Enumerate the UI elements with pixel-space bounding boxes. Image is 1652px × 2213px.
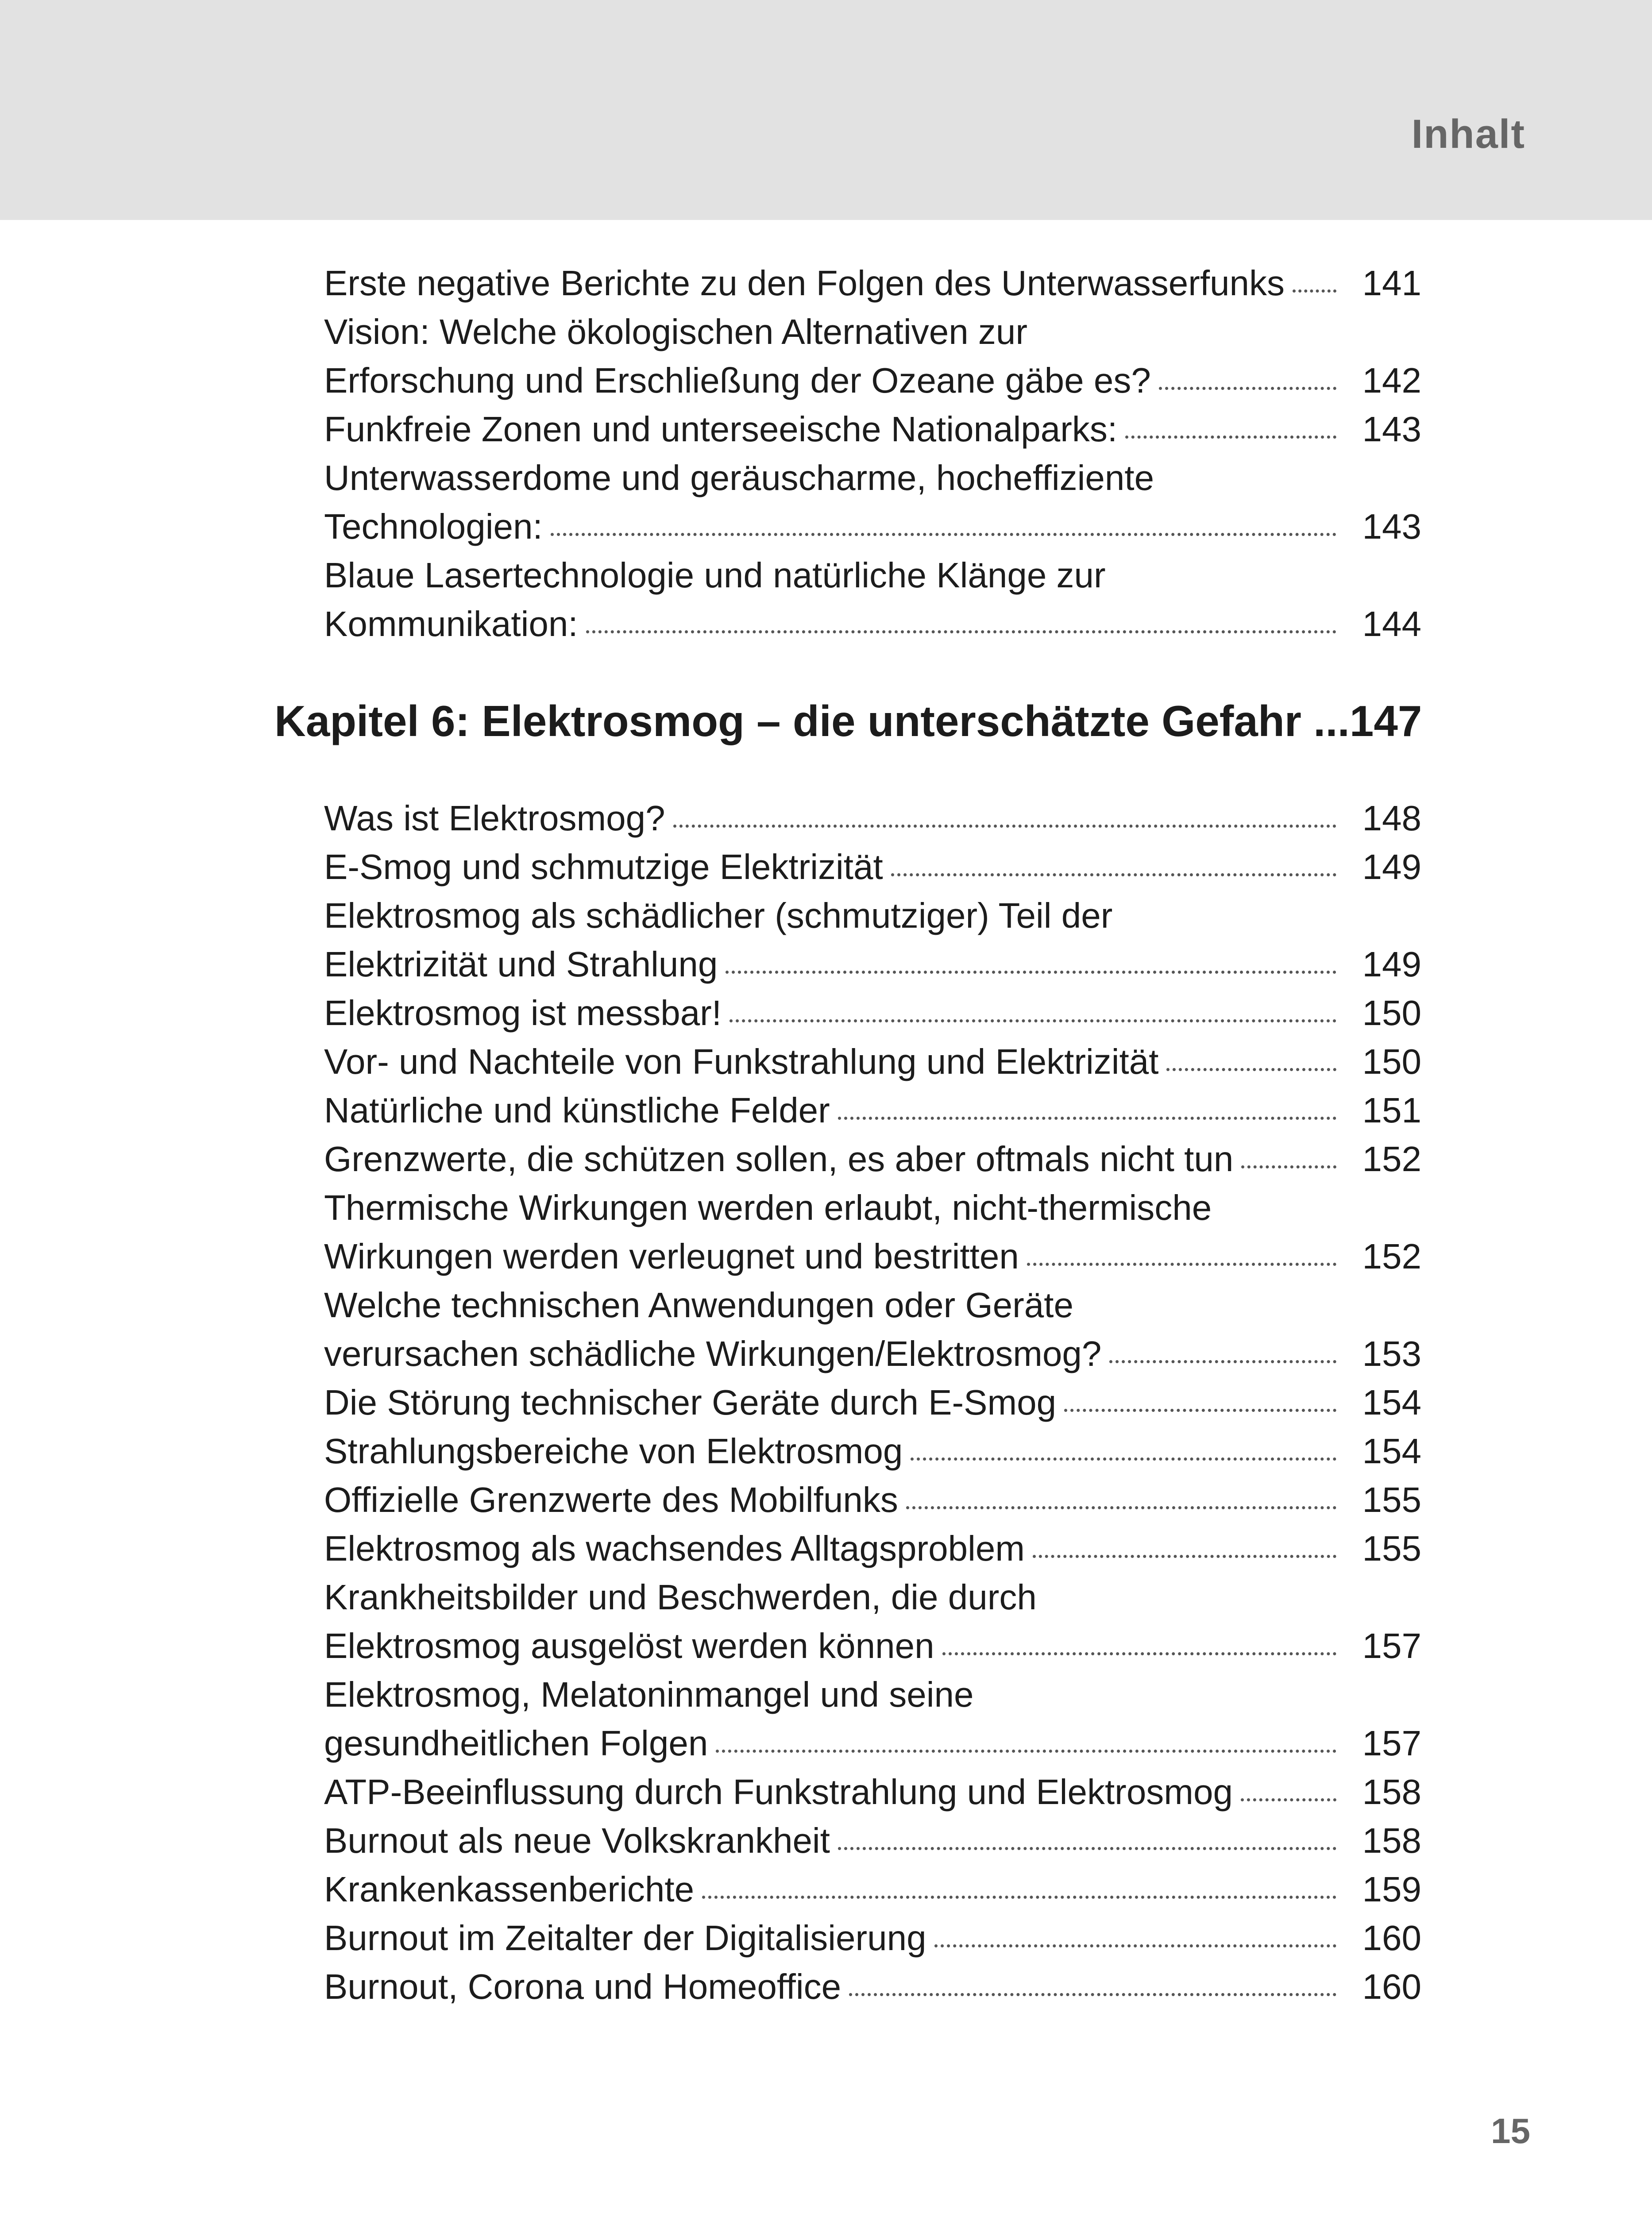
- toc-entry[interactable]: [324, 1281, 1421, 1378]
- toc-entry-line: [324, 1962, 1421, 2011]
- toc-entry[interactable]: [324, 1135, 1421, 1184]
- toc-entry-title: Wirkungen werden verleugnet und bestritten: [324, 1237, 1019, 1276]
- toc-entry-line: [324, 1330, 1421, 1378]
- dot-leader: [838, 1847, 1336, 1850]
- toc-entry-title: Burnout im Zeitalter der Digitalisierung: [324, 1918, 926, 1958]
- toc-entry-title: gesundheitlichen Folgen: [324, 1723, 708, 1763]
- toc-entry-line: [324, 454, 1421, 502]
- toc-entry-title: Unterwasserdome und geräuscharme, hocheffiziente: [324, 458, 1154, 497]
- toc-entry-line: [324, 405, 1421, 454]
- dot-leader: [1064, 1409, 1336, 1412]
- toc-entry-line: [324, 1427, 1421, 1476]
- toc-entry[interactable]: [324, 891, 1421, 989]
- toc-entry-title: Technologien:: [324, 507, 543, 546]
- toc-entry-page: 152: [1362, 1139, 1421, 1179]
- dot-leader: [934, 1944, 1336, 1947]
- toc-entry-page: 142: [1362, 361, 1421, 400]
- dot-leader: [1109, 1360, 1336, 1363]
- toc-entry-page: 143: [1362, 507, 1421, 546]
- toc-entry-line: [324, 1914, 1421, 1962]
- section-title: Inhalt: [1411, 112, 1525, 157]
- toc-entry-title: Strahlungsbereiche von Elektrosmog: [324, 1431, 903, 1471]
- toc-entry-title: Was ist Elektrosmog?: [324, 798, 665, 838]
- toc-entry[interactable]: [324, 1476, 1421, 1524]
- toc-entry-page: 155: [1362, 1529, 1421, 1568]
- toc-entry-page: 160: [1362, 1918, 1421, 1958]
- toc-entry[interactable]: [324, 551, 1421, 648]
- toc-entry[interactable]: [324, 843, 1421, 891]
- toc-entry[interactable]: [324, 1816, 1421, 1865]
- dot-leader: [586, 630, 1336, 633]
- toc-entry-title: Elektrosmog als schädlicher (schmutziger) Teil der: [324, 896, 1113, 935]
- toc-entry-line: [324, 794, 1421, 843]
- dot-leader: [1241, 1165, 1336, 1168]
- dot-leader: [1166, 1068, 1336, 1071]
- toc-entry[interactable]: [324, 1768, 1421, 1816]
- toc-entry[interactable]: [324, 1670, 1421, 1768]
- toc-entry-line: [324, 843, 1421, 891]
- dot-leader: [730, 1019, 1336, 1022]
- toc-entry-title: Krankheitsbilder und Beschwerden, die durch: [324, 1577, 1037, 1617]
- toc-entry[interactable]: [324, 1524, 1421, 1573]
- toc-entry-title: Funkfreie Zonen und unterseeische Nationalparks:: [324, 409, 1118, 449]
- dot-leader: [702, 1896, 1336, 1899]
- toc-list-after: [324, 794, 1421, 2011]
- toc-entry[interactable]: [324, 1184, 1421, 1281]
- toc-entry-title: Grenzwerte, die schützen sollen, es aber oftmals nicht tun: [324, 1139, 1234, 1179]
- toc-entry-title: Elektrosmog ausgelöst werden können: [324, 1626, 934, 1666]
- toc-entry-line: [324, 1184, 1421, 1232]
- dot-leader: [891, 873, 1336, 876]
- dot-leader: [911, 1457, 1336, 1461]
- toc-entry-line: [324, 891, 1421, 940]
- toc-entry-title: Burnout als neue Volkskrankheit: [324, 1821, 830, 1860]
- toc-entry[interactable]: [324, 794, 1421, 843]
- toc-entry-title: Elektrosmog als wachsendes Alltagsproblem: [324, 1529, 1025, 1568]
- toc-entry-line: [324, 1622, 1421, 1670]
- dot-leader: [1033, 1555, 1336, 1558]
- toc-entry-page: 160: [1362, 1967, 1421, 2006]
- toc-entry[interactable]: [324, 1914, 1421, 1962]
- dot-leader: [716, 1750, 1336, 1753]
- toc-entry-page: 158: [1362, 1772, 1421, 1812]
- toc-entry-page: 143: [1362, 409, 1421, 449]
- toc-entry-line: [324, 1232, 1421, 1281]
- toc-entry[interactable]: [324, 1865, 1421, 1914]
- toc-entry-line: [324, 308, 1421, 356]
- toc-entry-line: [324, 1476, 1421, 1524]
- page-number: 15: [1491, 2111, 1530, 2151]
- toc-entry-line: [324, 1816, 1421, 1865]
- toc-entry-page: 153: [1362, 1334, 1421, 1373]
- dot-leader: [942, 1652, 1336, 1655]
- toc-entry-title: Welche technischen Anwendungen oder Geräte: [324, 1285, 1074, 1325]
- toc-entry-page: 155: [1362, 1480, 1421, 1519]
- toc-entry-page: 141: [1362, 263, 1421, 303]
- toc-chapter-heading[interactable]: [274, 694, 1421, 748]
- toc-entry-line: [324, 940, 1421, 989]
- toc-entry-page: 150: [1362, 1042, 1421, 1081]
- toc-entry-page: 144: [1362, 604, 1421, 644]
- toc-entry-title: Erste negative Berichte zu den Folgen des Unterwasserfunks: [324, 263, 1285, 303]
- toc-entry-title: Natürliche und künstliche Felder: [324, 1091, 830, 1130]
- toc-entry-title: Krankenkassenberichte: [324, 1870, 695, 1909]
- toc-entry-line: [324, 502, 1421, 551]
- toc-entry[interactable]: [324, 1427, 1421, 1476]
- toc-entry-title: Elektrosmog ist messbar!: [324, 993, 722, 1033]
- toc-entry-title: verursachen schädliche Wirkungen/Elektrosmog?: [324, 1334, 1102, 1373]
- toc-entry-page: 152: [1362, 1237, 1421, 1276]
- chapter-title: Kapitel 6: Elektrosmog – die unterschätzte Gefahr ...: [274, 697, 1350, 745]
- dot-leader: [1293, 289, 1336, 293]
- toc-entry[interactable]: [324, 1962, 1421, 2011]
- header-band: [0, 0, 1652, 220]
- toc-entry-line: [324, 600, 1421, 648]
- toc-entry-title: Kommunikation:: [324, 604, 578, 644]
- toc-entry-title: Elektrosmog, Melatoninmangel und seine: [324, 1675, 974, 1714]
- toc-entry[interactable]: [324, 1086, 1421, 1135]
- toc-entry-page: 157: [1362, 1723, 1421, 1763]
- toc-entry-title: Vision: Welche ökologischen Alternativen zur: [324, 312, 1028, 351]
- toc-entry[interactable]: [324, 1573, 1421, 1670]
- toc-entry-page: 158: [1362, 1821, 1421, 1860]
- toc-entry-line: [324, 1037, 1421, 1086]
- toc-entry-page: 148: [1362, 798, 1421, 838]
- toc-entry-line: [324, 1719, 1421, 1768]
- toc-entry-line: [324, 1378, 1421, 1427]
- toc-entry-line: [324, 1865, 1421, 1914]
- toc-entry-title: E-Smog und schmutzige Elektrizität: [324, 847, 883, 887]
- toc-entry-title: Blaue Lasertechnologie und natürliche Klänge zur: [324, 555, 1106, 595]
- toc-entry-title: Die Störung technischer Geräte durch E-Smog: [324, 1383, 1057, 1422]
- toc-entry[interactable]: [324, 405, 1421, 454]
- dot-leader: [551, 533, 1336, 536]
- toc-entry-line: [324, 356, 1421, 405]
- toc-entry-line: [324, 551, 1421, 600]
- toc-entry[interactable]: [324, 1378, 1421, 1427]
- toc-entry-title: Vor- und Nachteile von Funkstrahlung und Elektrizität: [324, 1042, 1159, 1081]
- toc-entry-title: Erforschung und Erschließung der Ozeane gäbe es?: [324, 361, 1151, 400]
- dot-leader: [838, 1117, 1336, 1120]
- toc-entry-page: 149: [1362, 847, 1421, 887]
- toc-entry-page: 157: [1362, 1626, 1421, 1666]
- chapter-page: 147: [1349, 697, 1422, 745]
- dot-leader: [1159, 387, 1336, 390]
- toc-entry-line: [324, 1135, 1421, 1184]
- toc-entry-line: [324, 1768, 1421, 1816]
- toc-entry-title: ATP-Beeinflussung durch Funkstrahlung und Elektrosmog: [324, 1772, 1233, 1812]
- toc-entry-page: 151: [1362, 1091, 1421, 1130]
- toc-entry-line: [324, 1524, 1421, 1573]
- toc-entry-title: Elektrizität und Strahlung: [324, 945, 718, 984]
- toc-entry-line: [324, 1670, 1421, 1719]
- toc-entry-line: [324, 1573, 1421, 1622]
- dot-leader: [726, 971, 1336, 974]
- dot-leader: [906, 1506, 1336, 1509]
- toc-entry-page: 159: [1362, 1870, 1421, 1909]
- toc-entry-page: 154: [1362, 1383, 1421, 1422]
- toc-entry[interactable]: [324, 1037, 1421, 1086]
- toc-entry-title: Thermische Wirkungen werden erlaubt, nicht-thermische: [324, 1188, 1212, 1227]
- toc-entry[interactable]: [324, 308, 1421, 405]
- toc-entry-line: [324, 989, 1421, 1037]
- toc-entry-line: [324, 1086, 1421, 1135]
- toc-entry[interactable]: [324, 989, 1421, 1037]
- toc-list-before: [324, 259, 1421, 648]
- toc-entry-page: 149: [1362, 945, 1421, 984]
- toc-entry-line: [324, 1281, 1421, 1330]
- toc-entry-title: Burnout, Corona und Homeoffice: [324, 1967, 841, 2006]
- dot-leader: [673, 825, 1336, 828]
- dot-leader: [1125, 436, 1336, 439]
- toc-entry-line: [324, 259, 1421, 308]
- dot-leader: [849, 1993, 1336, 1996]
- dot-leader: [1241, 1798, 1336, 1801]
- toc-entry[interactable]: [324, 259, 1421, 308]
- toc-entry-title: Offizielle Grenzwerte des Mobilfunks: [324, 1480, 898, 1519]
- toc-entry-page: 154: [1362, 1431, 1421, 1471]
- dot-leader: [1027, 1263, 1336, 1266]
- toc-entry[interactable]: [324, 454, 1421, 551]
- toc-entry-page: 150: [1362, 993, 1421, 1033]
